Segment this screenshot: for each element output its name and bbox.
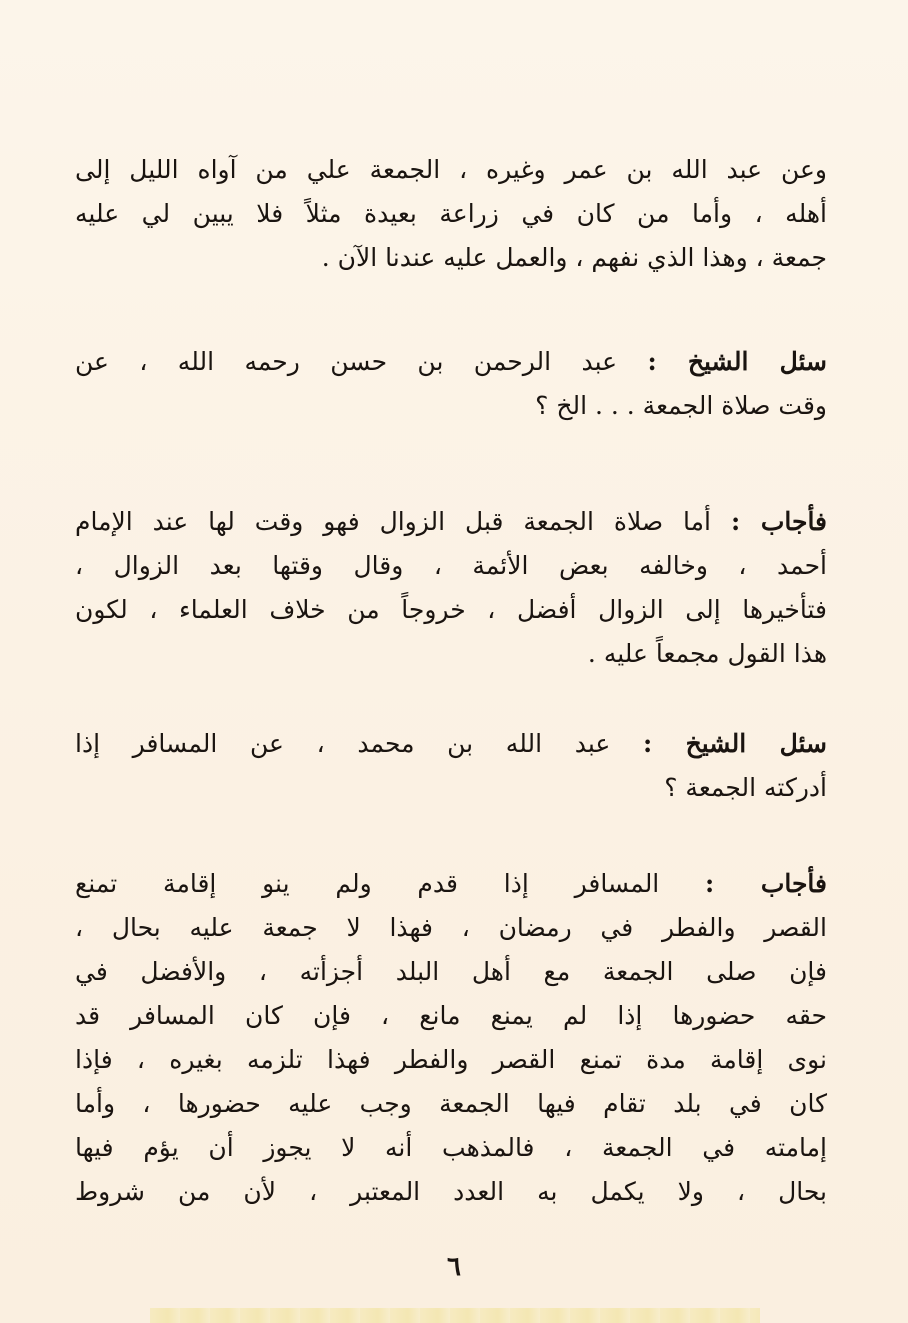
text-line: إمامته في الجمعة ، فالمذهب أنه لا يجوز أن يؤم فيها [75, 1133, 827, 1162]
text-line: وعن عبد الله بن عمر وغيره ، الجمعة علي من آواه الليل إلى [75, 155, 827, 184]
answer-text: أما صلاة الجمعة قبل الزوال فهو وقت لها عند الإمام [75, 507, 712, 536]
text-line [75, 862, 827, 906]
text-line: القصر والفطر في رمضان ، فهذا لا جمعة عليه بحال ، [75, 913, 827, 942]
text-line [75, 500, 827, 544]
paragraph-question-1 [75, 340, 827, 428]
answer-text: المسافر إذا قدم ولم ينو إقامة تمنع [75, 869, 660, 898]
text-line: نوى إقامة مدة تمنع القصر والفطر فهذا تلزمه بغيره ، فإذا [75, 1045, 827, 1074]
text-line: فتأخيرها إلى الزوال أفضل ، خروجاً من خلاف العلماء ، لكون [75, 595, 827, 624]
text-line [75, 340, 827, 384]
text-line [75, 722, 827, 766]
text-line: حقه حضورها إذا لم يمنع مانع ، فإن كان المسافر قد [75, 1001, 827, 1030]
page-number: ٦ [447, 1252, 461, 1282]
text-line: أحمد ، وخالفه بعض الأئمة ، وقال وقتها بعد الزوال ، [75, 551, 827, 580]
paragraph-intro [75, 148, 827, 280]
text-line: وقت صلاة الجمعة . . . الخ ؟ [535, 391, 827, 420]
answer-label: فأجاب : [730, 507, 828, 536]
question-text: عبد الله بن محمد ، عن المسافر إذا [75, 729, 611, 758]
paragraph-question-2 [75, 722, 827, 810]
paragraph-answer-1 [75, 500, 827, 676]
question-text: عبد الرحمن بن حسن رحمه الله ، عن [75, 347, 618, 376]
paragraph-answer-2 [75, 862, 827, 1214]
text-line: فإن صلى الجمعة مع أهل البلد أجزأته ، والأفضل في [75, 957, 827, 986]
question-label: سئل الشيخ : [642, 729, 827, 758]
question-label: سئل الشيخ : [647, 347, 827, 376]
text-line: بحال ، ولا يكمل به العدد المعتبر ، لأن من شروط [75, 1177, 827, 1206]
bleed-through-band [150, 1308, 760, 1323]
text-line: كان في بلد تقام فيها الجمعة وجب عليه حضورها ، وأما [75, 1089, 827, 1118]
text-line: جمعة ، وهذا الذي نفهم ، والعمل عليه عندنا الآن . [321, 243, 827, 272]
text-line: أهله ، وأما من كان في زراعة بعيدة مثلاً فلا يبين لي عليه [75, 199, 827, 228]
text-line: أدركته الجمعة ؟ [664, 773, 827, 802]
text-line: هذا القول مجمعاً عليه . [587, 639, 827, 668]
answer-label: فأجاب : [705, 869, 827, 898]
